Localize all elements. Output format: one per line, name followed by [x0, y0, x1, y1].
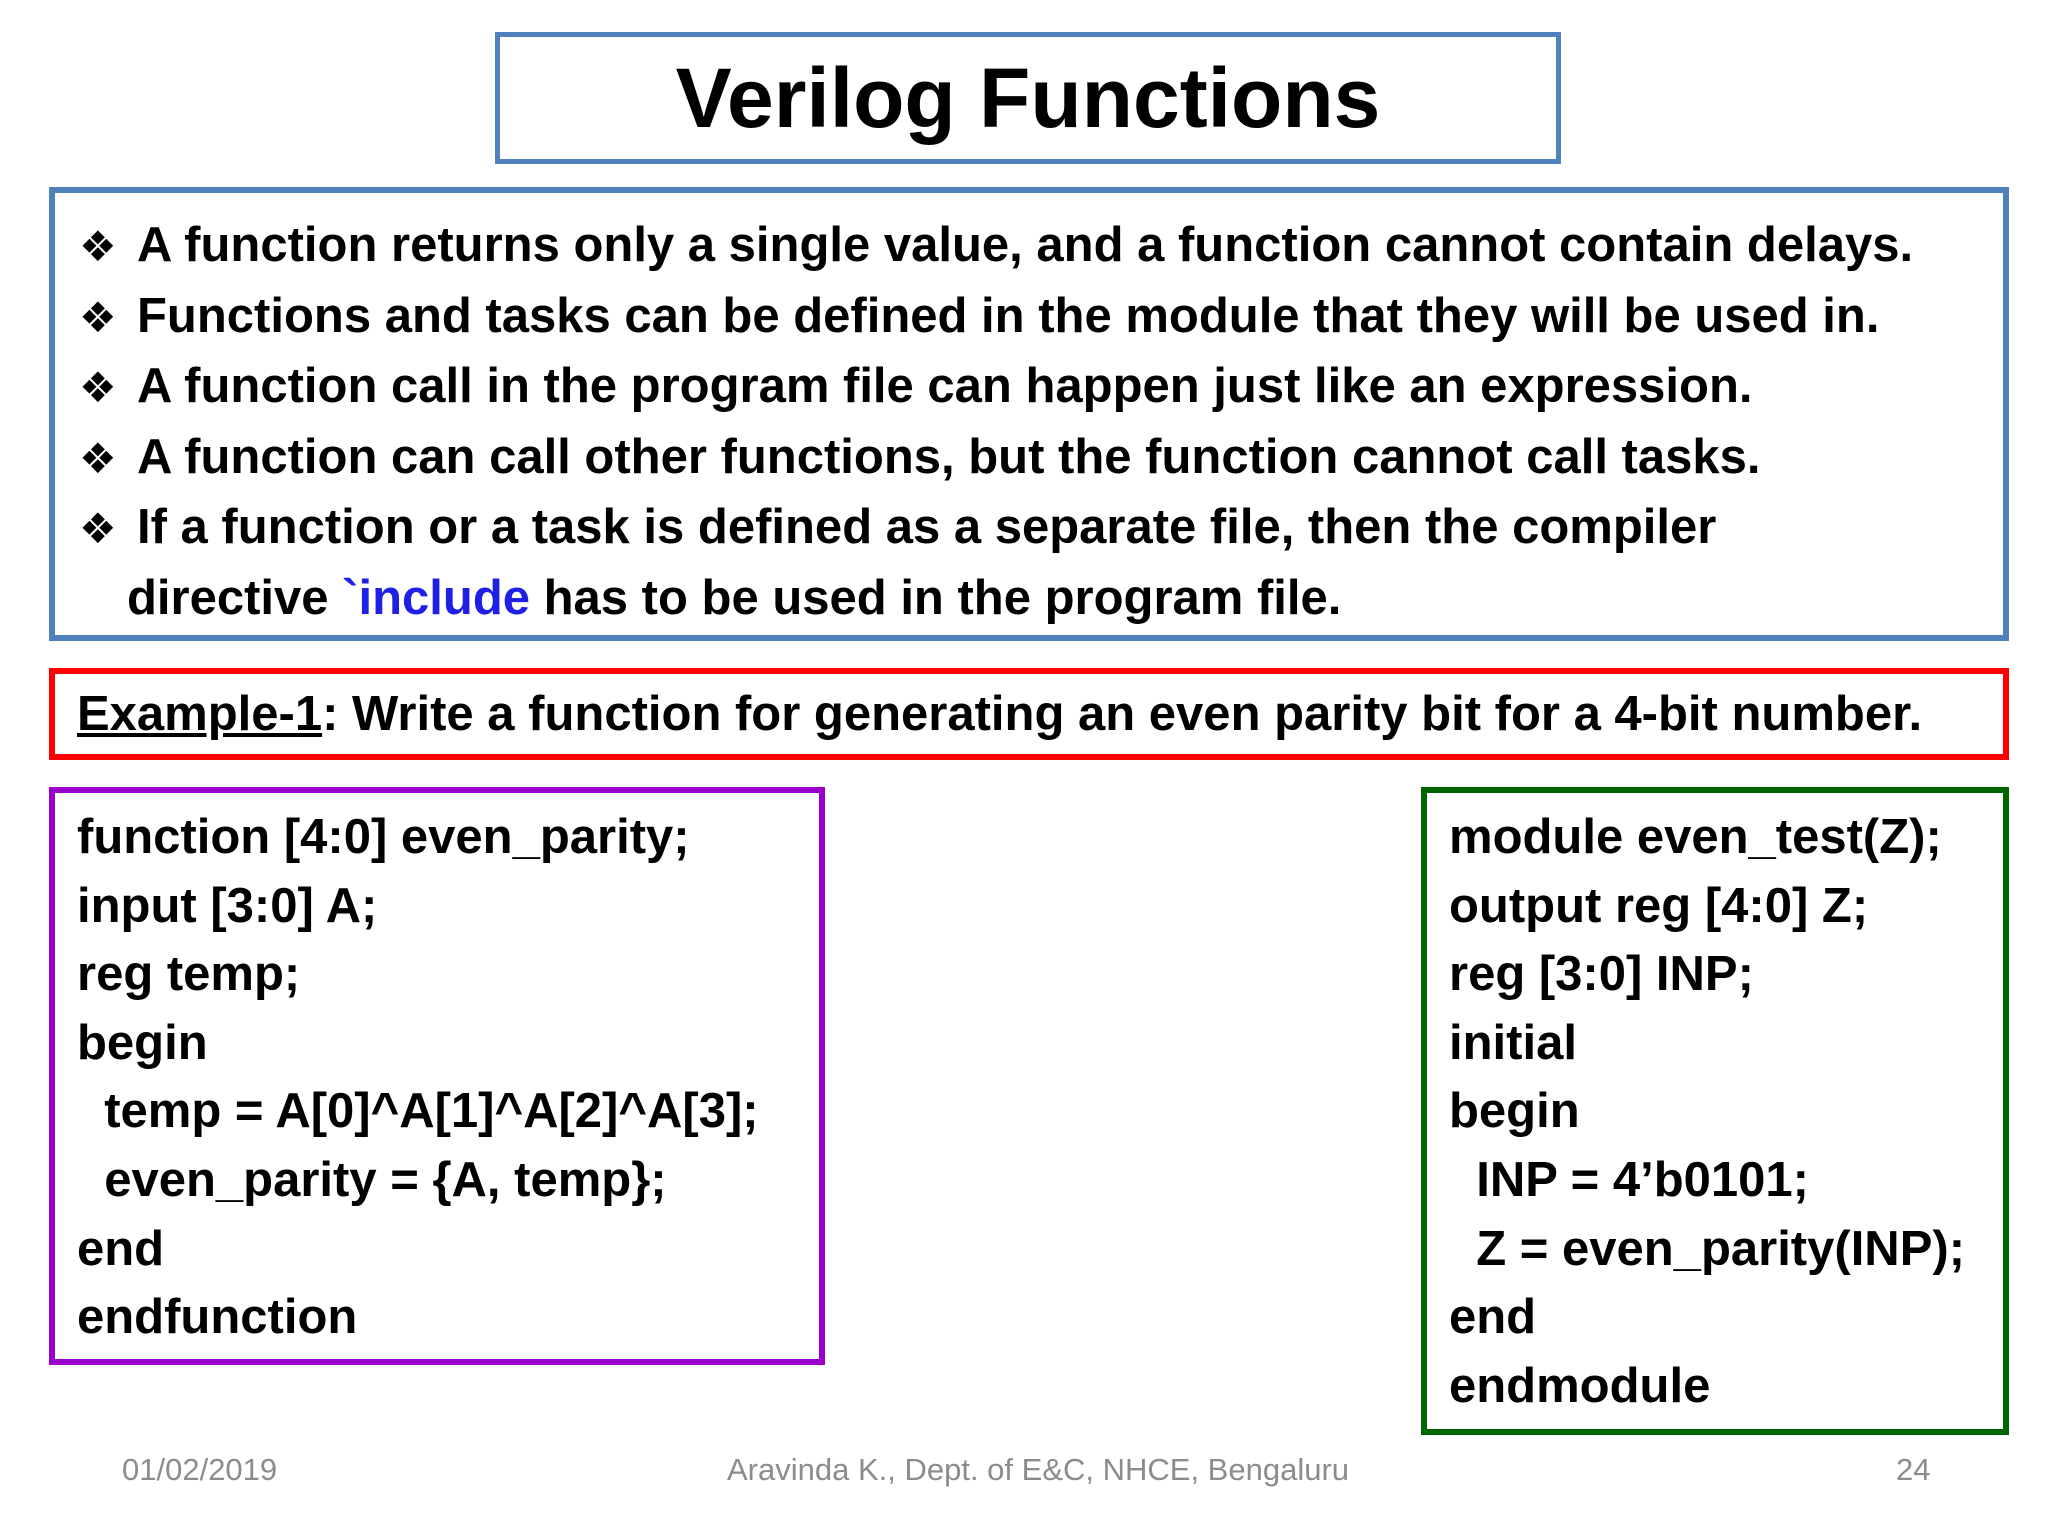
code-line: endfunction: [77, 1290, 358, 1345]
four-diamond-bullet-icon: ❖: [79, 223, 117, 270]
bullet-text: If a function or a task is defined as a separate file, then the compiler: [137, 500, 1717, 554]
code-line: function [4:0] even_parity;: [77, 810, 690, 864]
bullet-item: [79, 211, 1979, 282]
code-line: begin: [77, 1015, 208, 1070]
bullet-continuation: [79, 564, 1979, 633]
code-line: begin: [1449, 1084, 1580, 1139]
code-line: reg [3:0] INP;: [1449, 947, 1754, 1002]
bullet-item: [79, 493, 1979, 564]
bullet-text: A function call in the program file can happen just like an expression.: [137, 359, 1753, 413]
bullet-text: A function returns only a single value, and a function cannot contain delays.: [137, 218, 1914, 272]
module-code-box: [1421, 787, 2009, 1435]
function-code-box: [49, 787, 825, 1365]
four-diamond-bullet-icon: ❖: [79, 434, 117, 482]
bullet-item: [79, 282, 1979, 353]
example-statement: [77, 686, 1922, 742]
bullet-item: [79, 352, 1979, 423]
code-line: Z = even_parity(INP);: [1449, 1221, 1966, 1276]
bullet-text: Functions and tasks can be defined in the module that they will be used in.: [137, 288, 1880, 343]
code-line: output reg [4:0] Z;: [1449, 878, 1869, 933]
footer-date: 01/02/2019: [122, 1452, 278, 1487]
code-line: INP = 4’b0101;: [1449, 1152, 1809, 1207]
example-box: [49, 668, 2009, 760]
page-number: 24: [1896, 1452, 1931, 1487]
code-line: initial: [1449, 1015, 1577, 1070]
four-diamond-bullet-icon: ❖: [79, 293, 117, 341]
continuation-after: has to be used in the program file.: [530, 570, 1342, 625]
title-box: [495, 32, 1561, 164]
example-description: : Write a function for generating an even parity bit for a 4-bit number.: [322, 687, 1923, 741]
footer-author: Aravinda K., Dept. of E&C, NHCE, Bengaluru: [727, 1452, 1350, 1487]
bullet-text: A function can call other functions, but the function cannot call tasks.: [137, 429, 1761, 484]
four-diamond-bullet-icon: ❖: [79, 505, 117, 552]
code-line: temp = A[0]^A[1]^A[2]^A[3];: [77, 1084, 759, 1139]
four-diamond-bullet-icon: ❖: [79, 364, 117, 411]
bullet-list-box: [49, 187, 2009, 641]
bullet-item: [79, 423, 1979, 494]
code-line: endmodule: [1449, 1358, 1711, 1413]
code-line: reg temp;: [77, 947, 301, 1002]
code-line: module even_test(Z);: [1449, 810, 1942, 864]
code-line: end: [77, 1221, 165, 1276]
slide-title: Verilog Functions: [675, 50, 1381, 145]
example-label: Example-1: [77, 687, 323, 741]
include-keyword: `include: [342, 570, 531, 625]
code-line: even_parity = {A, temp};: [77, 1152, 667, 1207]
code-line: end: [1449, 1290, 1537, 1345]
code-line: input [3:0] A;: [77, 878, 378, 933]
continuation-before: directive: [127, 570, 343, 625]
